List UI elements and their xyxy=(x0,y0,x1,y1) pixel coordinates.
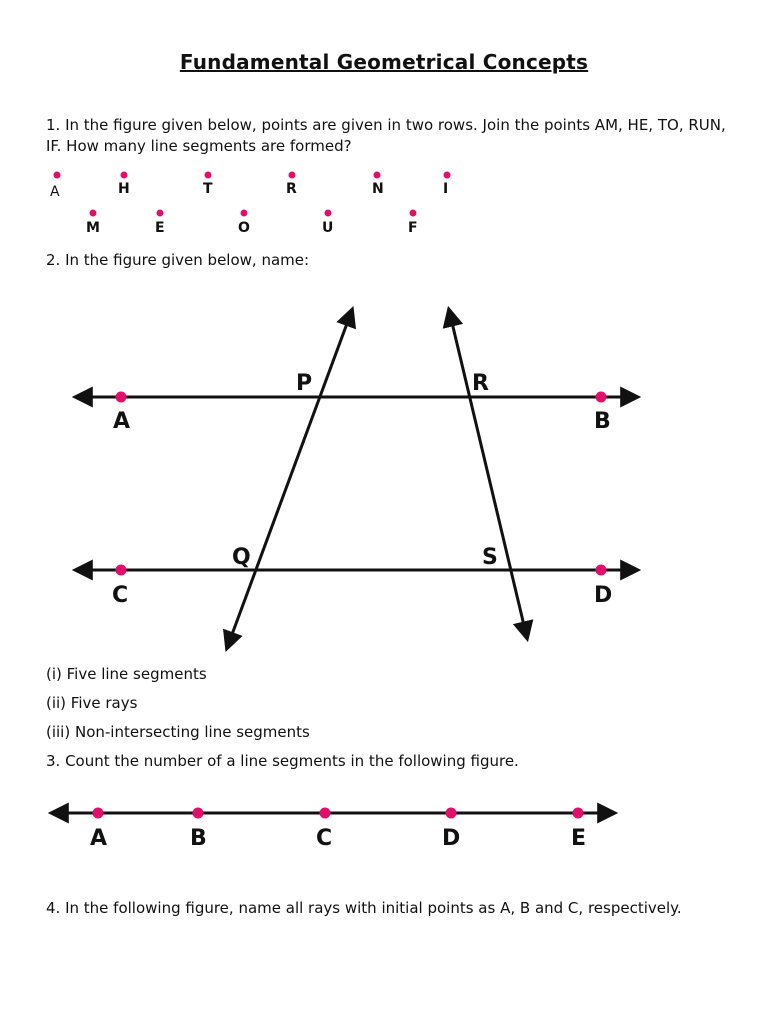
point-a-label: A xyxy=(90,826,108,851)
point-label: I xyxy=(443,181,449,197)
point-label: H xyxy=(118,181,130,197)
point-label: T xyxy=(203,181,213,197)
point-label: O xyxy=(238,220,250,236)
point-label: M xyxy=(86,220,100,236)
question-2-part-1: (i) Five line segments xyxy=(46,665,207,683)
point-dot xyxy=(121,172,128,179)
point-a-dot xyxy=(93,808,104,819)
page-title: Fundamental Geometrical Concepts xyxy=(179,50,589,74)
point-dot xyxy=(241,210,248,217)
point-b-dot xyxy=(193,808,204,819)
point-label: F xyxy=(408,220,418,236)
question-2: 2. In the figure given below, name: xyxy=(46,251,310,269)
question-2-part-3: (iii) Non-intersecting line segments xyxy=(46,723,310,741)
figure-3-line xyxy=(0,795,768,855)
point-d-dot xyxy=(596,565,607,576)
point-e-label: E xyxy=(571,826,587,851)
point-q-label: Q xyxy=(232,545,251,570)
question-3: 3. Count the number of a line segments in the following figure. xyxy=(46,752,519,770)
point-a-dot xyxy=(116,392,127,403)
point-a-label: A xyxy=(113,409,131,434)
point-label: E xyxy=(155,220,165,236)
point-p-label: P xyxy=(296,371,313,396)
point-dot xyxy=(374,172,381,179)
line-pq xyxy=(227,310,352,648)
question-2-part-2: (ii) Five rays xyxy=(46,694,138,712)
point-label: U xyxy=(322,220,334,236)
question-4: 4. In the following figure, name all rays with initial points as A, B and C, respectively. xyxy=(46,899,682,917)
point-dot xyxy=(444,172,451,179)
line-rs xyxy=(449,310,527,638)
figure-1-row-2 xyxy=(86,210,418,237)
figure-1-points xyxy=(0,166,768,236)
point-d-label: D xyxy=(594,583,613,608)
point-dot xyxy=(289,172,296,179)
point-dot xyxy=(90,210,97,217)
point-label: A xyxy=(50,184,60,200)
point-c-label: C xyxy=(316,826,333,851)
point-d-dot xyxy=(446,808,457,819)
point-dot xyxy=(54,172,61,179)
point-e-dot xyxy=(573,808,584,819)
point-label: R xyxy=(286,181,297,197)
point-dot xyxy=(410,210,417,217)
point-c-label: C xyxy=(112,583,129,608)
point-label: N xyxy=(372,181,384,197)
point-b-dot xyxy=(596,392,607,403)
point-b-label: B xyxy=(594,409,611,434)
point-r-label: R xyxy=(472,371,489,396)
figure-2-lines xyxy=(0,300,768,660)
point-dot xyxy=(205,172,212,179)
point-c-dot xyxy=(116,565,127,576)
point-d-label: D xyxy=(442,826,461,851)
point-dot xyxy=(157,210,164,217)
figure-1-row-1 xyxy=(50,172,451,201)
point-dot xyxy=(325,210,332,217)
point-c-dot xyxy=(320,808,331,819)
point-s-label: S xyxy=(482,545,498,570)
question-1: 1. In the figure given below, points are given in two rows. Join the points AM, HE, TO, RUN, IF. How many line segments are formed? xyxy=(46,116,726,155)
point-b-label: B xyxy=(190,826,207,851)
